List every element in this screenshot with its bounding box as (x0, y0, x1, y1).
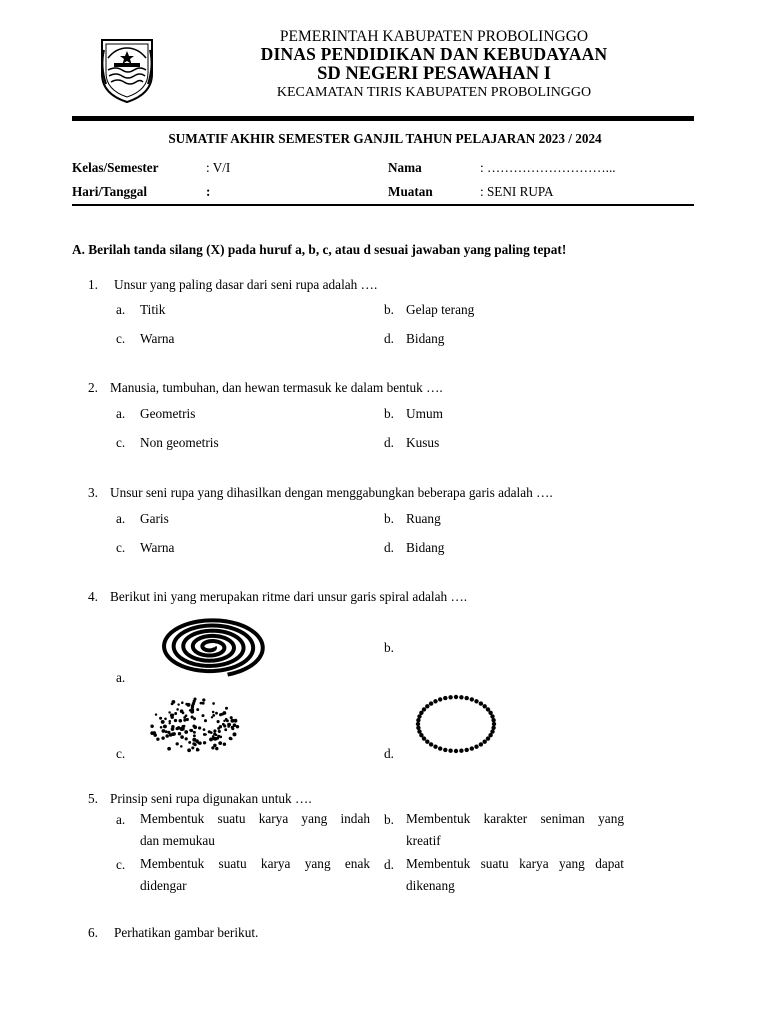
scatter-dot (193, 717, 196, 720)
option-letter-b: b. (384, 406, 394, 421)
scatter-dot (212, 702, 215, 705)
hari-label: Hari/Tanggal (72, 184, 147, 199)
dotted-circle-icon[interactable] (412, 692, 500, 756)
option-letter-b: b. (384, 511, 394, 526)
scatter-dot (180, 709, 184, 713)
scatter-dot (215, 734, 218, 737)
scatter-dot (192, 738, 196, 742)
ring-dot (483, 740, 487, 744)
ring-dot (459, 749, 463, 753)
scatter-dot (189, 729, 192, 732)
option-letter-a: a. (116, 812, 126, 827)
ring-dot (490, 714, 494, 718)
question-5-option-a[interactable] (140, 808, 370, 852)
ring-dot (479, 701, 483, 705)
scatter-dot (176, 742, 179, 745)
scatter-dot (160, 726, 163, 729)
hari-value: : (206, 184, 211, 199)
option-letter-c: c. (116, 540, 126, 555)
question-4-text: Berikut ini yang merupakan ritme dari unsur garis spiral adalah …. (110, 589, 468, 604)
scatter-dot (174, 712, 177, 715)
scatter-dot (193, 734, 196, 737)
question-5-option-b-line1: Membentuk karakter seniman yang (406, 811, 624, 826)
muatan-value: : SENI RUPA (480, 184, 554, 199)
question-2-option-d[interactable]: Kusus (406, 435, 440, 450)
scatter-dot (177, 703, 179, 705)
scatter-dot (218, 741, 222, 745)
letterhead (0, 0, 768, 120)
scatter-dot (156, 738, 159, 741)
exam-title: SUMATIF AKHIR SEMESTER GANJIL TAHUN PELAJARAN 2023 / 2024 (168, 131, 602, 146)
header-line-school: SD NEGERI PESAWAHAN I (317, 64, 551, 84)
question-6-text: Perhatikan gambar berikut. (114, 925, 259, 940)
scatter-dot (165, 734, 169, 738)
scatter-dot (191, 704, 194, 707)
scatter-dot (176, 727, 179, 730)
scatter-dot (212, 714, 215, 717)
ring-dot (425, 704, 429, 708)
scatter-dot (230, 719, 234, 723)
ring-dot (486, 736, 490, 740)
scatter-dot (212, 735, 215, 738)
ring-dot (459, 695, 463, 699)
scatter-dot (196, 708, 199, 711)
scatter-dot (180, 735, 184, 739)
option-letter-d: d. (384, 331, 394, 346)
scatter-dot (223, 742, 226, 745)
scatter-dot (225, 707, 228, 710)
question-6-number: 6. (88, 925, 98, 940)
scatter-dot (218, 730, 221, 733)
header-divider (72, 116, 694, 121)
scattered-dots-icon[interactable] (146, 696, 242, 756)
ring-dot (443, 696, 447, 700)
question-2-option-b[interactable]: Umum (406, 406, 443, 421)
ring-dot (483, 704, 487, 708)
scatter-dot (204, 719, 207, 722)
option-letter-b: b. (384, 640, 394, 655)
scatter-dot (153, 731, 156, 734)
option-letter-d: d. (384, 857, 394, 872)
ring-dot (470, 746, 474, 750)
kelas-label: Kelas/Semester (72, 160, 159, 175)
scatter-dot (178, 732, 181, 735)
scatter-dot (193, 731, 196, 734)
scatter-dot (150, 724, 153, 727)
scatter-dot (159, 717, 162, 720)
ring-dot (443, 748, 447, 752)
question-2-option-a[interactable]: Geometris (140, 406, 196, 421)
question-3-option-a[interactable]: Garis (140, 511, 169, 526)
scatter-dot (168, 722, 170, 724)
scatter-dot (161, 720, 165, 724)
ring-dot (448, 695, 452, 699)
section-a-instruction: A. Berilah tanda silang (X) pada huruf a, b, c, atau d sesuai jawaban yang paling tepat! (72, 242, 567, 257)
scatter-dot (223, 711, 227, 715)
question-5-option-d-line2: dikenang (406, 878, 455, 893)
question-5-option-b-line2: kreatif (406, 833, 441, 848)
question-3-number: 3. (88, 485, 98, 500)
ring-dot (416, 726, 420, 730)
scatter-dot (171, 727, 175, 731)
scatter-dot (203, 728, 206, 731)
scatter-dot (209, 737, 213, 741)
scatter-dot (211, 746, 214, 749)
option-letter-a: a. (116, 670, 126, 685)
scatter-dot (215, 747, 218, 750)
question-5-number: 5. (88, 791, 98, 806)
scatter-dot (203, 741, 206, 744)
scatter-dot (219, 736, 222, 739)
option-letter-d: d. (384, 746, 394, 761)
scatter-dot (155, 713, 157, 715)
scatter-dot (163, 725, 166, 728)
question-5-option-b[interactable] (406, 808, 624, 852)
scatter-dot (184, 730, 188, 734)
scatter-dot (176, 708, 179, 711)
ring-dot (438, 746, 442, 750)
question-5-option-c[interactable] (140, 853, 370, 897)
scatter-dot (192, 725, 195, 728)
scatter-dot (183, 719, 186, 722)
ring-dot (465, 748, 469, 752)
scatter-dot (181, 727, 185, 731)
ring-dot (425, 740, 429, 744)
question-3-option-b[interactable]: Ruang (406, 511, 441, 526)
ring-dot (474, 699, 478, 703)
scatter-dot (191, 746, 194, 749)
scatter-dot (224, 728, 227, 731)
ring-dot (470, 697, 474, 701)
header-line-district: KECAMATAN TIRIS KABUPATEN PROBOLINGGO (276, 85, 592, 100)
ring-dot (433, 699, 437, 703)
ring-dot (474, 745, 478, 749)
option-letter-c: c. (116, 857, 126, 872)
scatter-dot (202, 714, 205, 717)
ring-dot (433, 745, 437, 749)
kelas-value: : V/I (206, 160, 231, 175)
ring-dot (422, 707, 426, 711)
question-4-number: 4. (88, 589, 98, 604)
question-5-text: Prinsip seni rupa digunakan untuk …. (110, 791, 312, 806)
scatter-dot (168, 711, 170, 713)
option-letter-a: a. (116, 406, 126, 421)
scatter-dot (203, 733, 206, 736)
ring-dot (448, 749, 452, 753)
scatter-dot (200, 702, 203, 705)
scatter-dot (188, 741, 191, 744)
scatter-dot (187, 703, 191, 707)
question-2-number: 2. (88, 380, 98, 395)
question-5-option-c-line1: Membentuk suatu karya yang enak (140, 856, 370, 871)
scatter-dot (189, 709, 191, 711)
ring-dot (454, 695, 458, 699)
scatter-dot (193, 698, 196, 701)
ring-dot (416, 722, 420, 726)
scatter-dot (225, 718, 228, 721)
ring-dot (416, 718, 420, 722)
option-letter-c: c. (116, 435, 126, 450)
ring-dot (417, 729, 421, 733)
header-line-department: DINAS PENDIDIKAN DAN KEBUDAYAAN (260, 44, 608, 64)
scatter-dot (210, 731, 213, 734)
question-2-option-c[interactable]: Non geometris (140, 435, 219, 450)
scatter-dot (167, 747, 171, 751)
option-letter-b: b. (384, 812, 394, 827)
question-1-option-b[interactable]: Gelap terang (406, 302, 475, 317)
option-letter-d: d. (384, 540, 394, 555)
option-letter-b: b. (384, 302, 394, 317)
scatter-dot (164, 717, 167, 720)
scatter-dot (161, 736, 164, 739)
question-1-text: Unsur yang paling dasar dari seni rupa adalah …. (114, 277, 378, 292)
option-letter-c: c. (116, 746, 126, 761)
nama-value: : ………………………... (480, 160, 616, 175)
scatter-dot (161, 729, 165, 733)
scatter-dot (223, 724, 226, 727)
ring-dot (491, 726, 495, 730)
scatter-dot (187, 748, 191, 752)
spiral-icon[interactable] (156, 616, 266, 678)
scatter-dot (236, 725, 239, 728)
scatter-dot (153, 733, 157, 737)
question-3-text: Unsur seni rupa yang dihasilkan dengan menggabungkan beberapa garis adalah …. (110, 485, 553, 500)
nama-label: Nama (388, 160, 422, 175)
scatter-dot (197, 748, 200, 751)
ring-dot (438, 697, 442, 701)
question-1-option-c[interactable]: Warna (140, 331, 175, 346)
scatter-dot (215, 712, 218, 715)
header-line-government: PEMERINTAH KABUPATEN PROBOLINGGO (279, 28, 589, 45)
ring-dot (429, 701, 433, 705)
scatter-dot (169, 733, 173, 737)
option-letter-a: a. (116, 511, 126, 526)
question-2-text: Manusia, tumbuhan, dan hewan termasuk ke dalam bentuk …. (110, 380, 443, 395)
question-1-option-a[interactable]: Titik (140, 302, 166, 317)
scatter-dot (179, 719, 183, 723)
scatter-dot (185, 737, 188, 740)
scatter-dot (230, 716, 233, 719)
option-letter-c: c. (116, 331, 126, 346)
scatter-dot (213, 729, 216, 732)
question-3-option-d[interactable]: Bidang (406, 540, 445, 555)
scatter-dot (227, 725, 230, 728)
scatter-dot (181, 701, 184, 704)
question-5-option-a-line1: Membentuk suatu karya yang indah (140, 811, 370, 826)
scatter-dot (198, 726, 201, 729)
scatter-dot (230, 738, 233, 741)
question-5-option-c-line2: didengar (140, 878, 187, 893)
question-3-option-c[interactable]: Warna (140, 540, 175, 555)
scatter-dot (185, 714, 188, 717)
ring-dot (492, 722, 496, 726)
scatter-dot (180, 745, 183, 748)
muatan-label: Muatan (388, 184, 433, 199)
question-5-option-d[interactable] (406, 853, 624, 897)
scatter-dot (217, 720, 220, 723)
scatter-dot (219, 725, 222, 728)
ring-dot (454, 749, 458, 753)
scatter-dot (212, 711, 215, 714)
scatter-dot (233, 732, 237, 736)
question-5-option-a-line2: dan memukau (140, 833, 215, 848)
question-1-number: 1. (88, 277, 98, 292)
ring-dot (465, 696, 469, 700)
scatter-dot (172, 700, 176, 704)
scatter-dot (231, 727, 234, 730)
option-letter-a: a. (116, 302, 126, 317)
question-5-option-d-line1: Membentuk suatu karya yang dapat (406, 856, 624, 871)
ring-dot (491, 718, 495, 722)
scatter-dot (192, 742, 195, 745)
scatter-dot (202, 698, 205, 701)
ring-dot (429, 742, 433, 746)
scatter-dot (171, 716, 174, 719)
ring-dot (479, 742, 483, 746)
scatter-dot (174, 719, 177, 722)
question-1-option-d[interactable]: Bidang (406, 331, 445, 346)
info-divider (72, 204, 694, 206)
option-letter-d: d. (384, 435, 394, 450)
scatter-dot (233, 723, 237, 727)
